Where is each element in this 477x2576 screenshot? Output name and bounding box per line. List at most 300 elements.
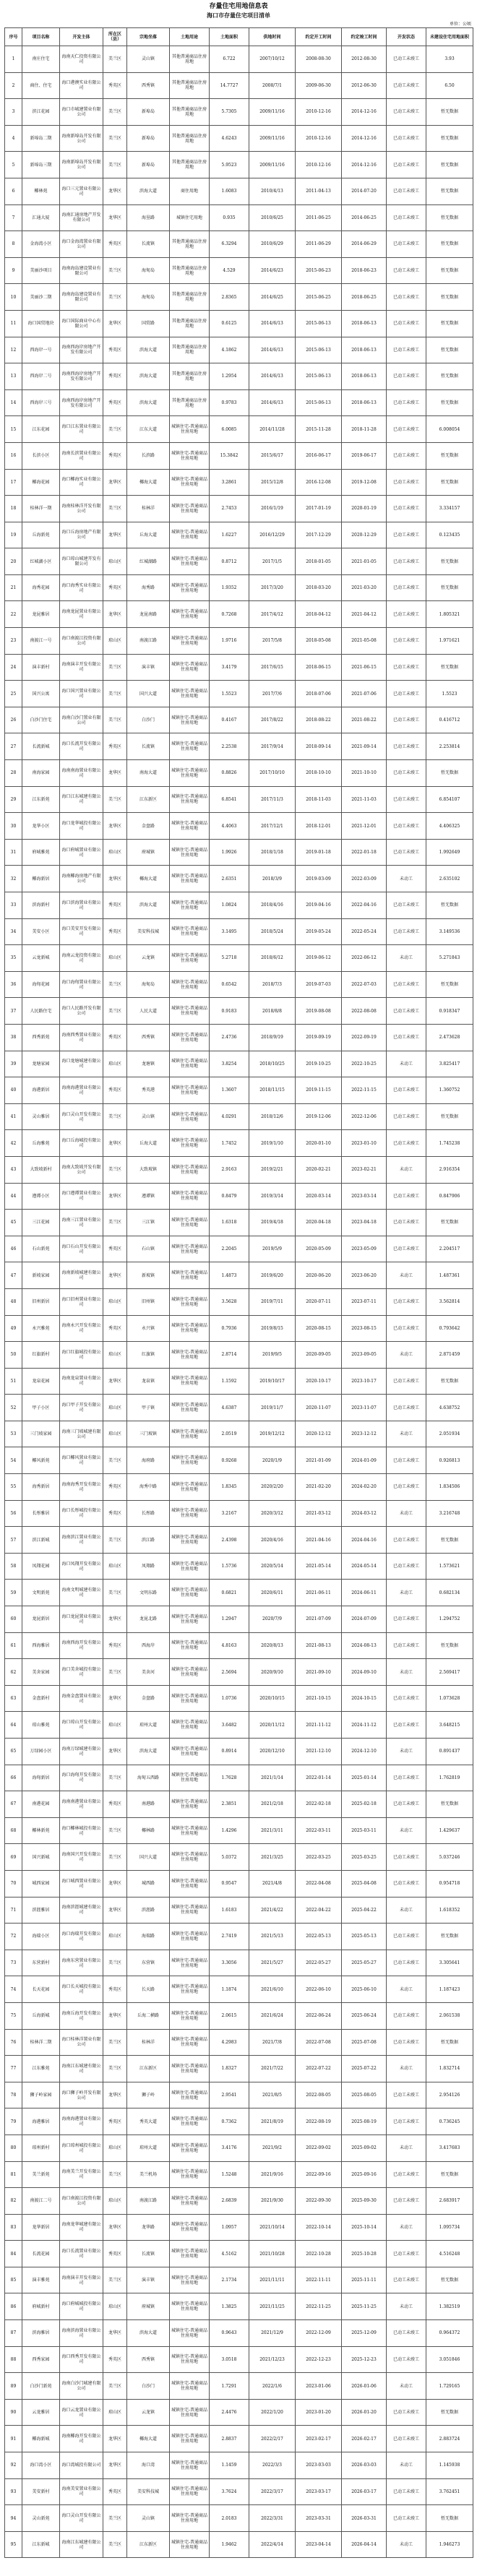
- cell-project-name: 大致坡新村: [22, 1156, 60, 1183]
- cell-status: 已动工未竣工: [387, 337, 426, 363]
- cell-land-area: 2.9163: [210, 1156, 249, 1183]
- cell-status: 已动工未竣工: [387, 707, 426, 733]
- cell-status: 已动工未竣工: [387, 469, 426, 496]
- cell-land-area: 0.9643: [210, 2320, 249, 2347]
- cell-start-date: 2020-09-05: [296, 1342, 342, 1369]
- cell-land-use: 城镇住宅-普通商品住房用地: [170, 1474, 210, 1501]
- cell-start-date: 2022-02-18: [296, 1791, 342, 1818]
- cell-land-use: 其他普通商品住房用地: [170, 99, 210, 126]
- cell-serial: 1: [5, 46, 22, 73]
- cell-completion-date: 2020-12-29: [342, 522, 387, 548]
- cell-land-area: 5.0372: [210, 1844, 249, 1871]
- cell-district: 秀英区: [103, 1077, 127, 1104]
- cell-district: 美兰区: [103, 284, 127, 311]
- table-row: [5, 2346, 473, 2373]
- cell-unbuilt-area: 暂无数据: [426, 310, 473, 337]
- cell-start-date: 2019-08-08: [296, 998, 342, 1025]
- cell-unbuilt-area: 3.051846: [426, 2346, 473, 2373]
- cell-completion-date: 2021-06-15: [342, 654, 387, 681]
- cell-developer: 海南云龙投资有限公司: [60, 945, 103, 972]
- cell-location: 丘海二横路: [127, 2002, 170, 2029]
- cell-completion-date: 2018-06-13: [342, 310, 387, 337]
- cell-land-use: 城镇住宅-普通商品住房用地: [170, 1368, 210, 1395]
- cell-project-name: 狮子岭家园: [22, 2082, 60, 2108]
- cell-status: 未动工: [387, 1580, 426, 1606]
- cell-land-use: 城镇住宅-普通商品住房用地: [170, 2320, 210, 2347]
- cell-unbuilt-area: 1.745238: [426, 1130, 473, 1157]
- cell-district: 秀英区: [103, 2108, 127, 2135]
- cell-project-name: 商住、住宅: [22, 72, 60, 99]
- cell-land-area: 1.0824: [210, 892, 249, 919]
- cell-status: 未动工: [387, 2056, 426, 2082]
- cell-developer: 海口椰风置业有限公司: [60, 1447, 103, 1474]
- cell-location: 椰海大道: [127, 469, 170, 496]
- cell-land-use: 其他普通商品住房用地: [170, 125, 210, 152]
- cell-start-date: 2019-01-18: [296, 839, 342, 866]
- cell-developer: 海口灵山开发有限公司: [60, 1103, 103, 1130]
- cell-supply-date: 2020/2/20: [249, 1474, 296, 1501]
- cell-start-date: 2018-04-12: [296, 601, 342, 628]
- cell-start-date: 2022-05-13: [296, 1924, 342, 1950]
- cell-unbuilt-area: 3.93: [426, 46, 473, 73]
- cell-supply-date: 2021/8/19: [249, 2108, 296, 2135]
- cell-supply-date: 2019/8/15: [249, 1315, 296, 1342]
- cell-developer: 海口滨海置业有限公司: [60, 892, 103, 919]
- cell-project-name: 人民路住宅: [22, 998, 60, 1025]
- cell-land-use: 城镇住宅-普通商品住房用地: [170, 733, 210, 760]
- cell-land-area: 1.5736: [210, 1553, 249, 1580]
- cell-district: 秀英区: [103, 574, 127, 601]
- cell-start-date: 2018-01-05: [296, 548, 342, 575]
- cell-start-date: 2020-02-21: [296, 1156, 342, 1183]
- cell-location: 云龙镇: [127, 945, 170, 972]
- cell-land-area: 0.7362: [210, 2108, 249, 2135]
- table-row: [5, 125, 473, 152]
- cell-land-area: 1.6183: [210, 1897, 249, 1924]
- table-row: [5, 1474, 473, 1501]
- cell-serial: 63: [5, 1685, 22, 1712]
- cell-land-use: 城镇住宅-普通商品住房用地: [170, 1315, 210, 1342]
- cell-status: 已动工未竣工: [387, 284, 426, 311]
- cell-status: 已动工未竣工: [387, 1447, 426, 1474]
- cell-land-use: 城镇住宅-普通商品住房用地: [170, 2108, 210, 2135]
- cell-serial: 84: [5, 2241, 22, 2267]
- cell-district: 秀英区: [103, 1791, 127, 1818]
- cell-land-area: 1.3825: [210, 2293, 249, 2320]
- cell-unbuilt-area: 1.992649: [426, 839, 473, 866]
- cell-location: 秀英港: [127, 1077, 170, 1104]
- cell-land-use: 城镇住宅-普通商品住房用地: [170, 654, 210, 681]
- cell-land-use: 城镇住宅-普通商品住房用地: [170, 2241, 210, 2267]
- cell-land-use: 城镇住宅-普通商品住房用地: [170, 496, 210, 522]
- cell-start-date: 2020-01-10: [296, 1130, 342, 1157]
- cell-land-use: 城镇住宅-普通商品住房用地: [170, 1739, 210, 1765]
- table-row: [5, 945, 473, 972]
- cell-land-use: 城镇住宅-普通商品住房用地: [170, 839, 210, 866]
- cell-land-area: 2.4736: [210, 1024, 249, 1051]
- cell-unbuilt-area: 1.360752: [426, 1077, 473, 1104]
- cell-district: 美兰区: [103, 2029, 127, 2056]
- cell-completion-date: 2024-05-14: [342, 1553, 387, 1580]
- cell-location: 海府路: [127, 1447, 170, 1474]
- cell-completion-date: 2014-07-20: [342, 178, 387, 204]
- cell-developer: 海口美安开发有限公司: [60, 918, 103, 945]
- cell-location: 椰林路: [127, 1817, 170, 1844]
- cell-completion-date: 2023-08-15: [342, 1315, 387, 1342]
- cell-completion-date: 2019-12-08: [342, 469, 387, 496]
- cell-completion-date: 2023-12-12: [342, 1421, 387, 1447]
- column-header-start-date: 约定开工时间: [296, 28, 342, 46]
- cell-supply-date: 2022/2/17: [249, 2426, 296, 2452]
- cell-status: 已动工未竣工: [387, 389, 426, 416]
- cell-land-use: 城镇住宅-普通商品住房用地: [170, 2188, 210, 2215]
- cell-unbuilt-area: 暂无数据: [426, 2267, 473, 2293]
- cell-unbuilt-area: 1.294752: [426, 1606, 473, 1633]
- cell-serial: 28: [5, 760, 22, 787]
- cell-developer: 海口南渡江投资有限公司: [60, 2188, 103, 2215]
- cell-land-use: 城镇住宅-普通商品住房用地: [170, 1130, 210, 1157]
- cell-location: 三江镇: [127, 1210, 170, 1236]
- cell-project-name: 桂林洋二期: [22, 2029, 60, 2056]
- cell-unbuilt-area: 0.793642: [426, 1315, 473, 1342]
- table-row: [5, 1315, 473, 1342]
- cell-status: 已动工未竣工: [387, 1474, 426, 1501]
- cell-developer: 海南滨海置业有限公司: [60, 2320, 103, 2347]
- cell-start-date: 2020-06-20: [296, 1262, 342, 1289]
- cell-supply-date: 2017/11/3: [249, 786, 296, 813]
- cell-project-name: 滨江新城: [22, 1527, 60, 1554]
- cell-project-name: 椰风新苑: [22, 1447, 60, 1474]
- cell-supply-date: 2021/7/22: [249, 2056, 296, 2082]
- cell-land-area: 0.6821: [210, 1580, 249, 1606]
- cell-unbuilt-area: 暂无数据: [426, 284, 473, 311]
- cell-start-date: 2022-01-14: [296, 1765, 342, 1791]
- cell-serial: 77: [5, 2056, 22, 2082]
- cell-land-area: 0.6542: [210, 971, 249, 998]
- cell-developer: 海口江东置业有限公司: [60, 416, 103, 443]
- cell-developer: 海口美舍城投有限公司: [60, 1659, 103, 1686]
- cell-land-area: 6.722: [210, 46, 249, 73]
- cell-location: 美安科技城: [127, 918, 170, 945]
- table-row: [5, 2426, 473, 2452]
- cell-district: 琼山区: [103, 1924, 127, 1950]
- cell-developer: 海口海瑞开发有限公司: [60, 1924, 103, 1950]
- cell-unbuilt-area: 暂无数据: [426, 574, 473, 601]
- cell-supply-date: 2021/10/28: [249, 2241, 296, 2267]
- cell-location: 桂林洋: [127, 2029, 170, 2056]
- cell-start-date: 2021-03-12: [296, 1500, 342, 1527]
- cell-project-name: 西海雅居: [22, 1632, 60, 1659]
- cell-project-name: 江东新苑: [22, 786, 60, 813]
- cell-project-name: 红城湖小区: [22, 548, 60, 575]
- cell-unbuilt-area: 1.429637: [426, 1817, 473, 1844]
- cell-completion-date: 2025-05-27: [342, 1950, 387, 1976]
- cell-land-area: 3.8254: [210, 1051, 249, 1077]
- cell-developer: 海口灵山开发有限公司: [60, 2505, 103, 2532]
- cell-unbuilt-area: 3.334157: [426, 496, 473, 522]
- cell-district: 秀英区: [103, 72, 127, 99]
- cell-district: 龙华区: [103, 601, 127, 628]
- cell-land-use: 城镇住宅-普通商品住房用地: [170, 1791, 210, 1818]
- cell-project-name: 美安新村: [22, 2478, 60, 2505]
- cell-supply-date: 2021/11/11: [249, 2267, 296, 2293]
- cell-project-name: 滨海新村: [22, 892, 60, 919]
- cell-district: 美兰区: [103, 1156, 127, 1183]
- cell-developer: 海南新埠岛开发有限公司: [60, 152, 103, 178]
- cell-location: 滨海大道: [127, 178, 170, 204]
- cell-land-area: 1.9716: [210, 628, 249, 655]
- cell-unbuilt-area: 2.051934: [426, 1421, 473, 1447]
- cell-location: 龙泉镇: [127, 1368, 170, 1395]
- cell-district: 美兰区: [103, 46, 127, 73]
- cell-project-name: 府城雅苑: [22, 839, 60, 866]
- cell-location: 新埠岛: [127, 99, 170, 126]
- cell-serial: 72: [5, 1924, 22, 1950]
- cell-land-area: 5.9523: [210, 152, 249, 178]
- cell-serial: 22: [5, 601, 22, 628]
- cell-serial: 3: [5, 99, 22, 126]
- unit-label: 单位：公顷: [449, 22, 471, 27]
- cell-project-name: 滨海雅居: [22, 2320, 60, 2347]
- table-row: [5, 522, 473, 548]
- cell-completion-date: 2014-12-16: [342, 152, 387, 178]
- cell-location: 滨海大道: [127, 337, 170, 363]
- cell-project-name: 美丽沙二期: [22, 284, 60, 311]
- cell-supply-date: 2022/1/20: [249, 2399, 296, 2426]
- cell-project-name: 旧州新居: [22, 1288, 60, 1315]
- cell-land-use: 其他普通商品住房用地: [170, 46, 210, 73]
- cell-land-area: 2.3851: [210, 1791, 249, 1818]
- cell-land-use: 城镇住宅-普通商品住房用地: [170, 1553, 210, 1580]
- cell-location: 国兴大道: [127, 681, 170, 707]
- cell-developer: 海口龙昆置业有限公司: [60, 1606, 103, 1633]
- cell-district: 琼山区: [103, 548, 127, 575]
- cell-start-date: 2022-08-05: [296, 2082, 342, 2108]
- table-row: [5, 813, 473, 840]
- cell-serial: 76: [5, 2029, 22, 2056]
- cell-land-use: 城镇住宅-普通商品住房用地: [170, 416, 210, 443]
- cell-unbuilt-area: 2.954126: [426, 2082, 473, 2108]
- cell-location: 龙华路: [127, 2214, 170, 2241]
- cell-completion-date: 2026-04-14: [342, 2531, 387, 2558]
- table-row: [5, 2108, 473, 2135]
- cell-unbuilt-area: 暂无数据: [426, 442, 473, 469]
- cell-completion-date: 2022-04-16: [342, 892, 387, 919]
- cell-start-date: 2016-06-17: [296, 442, 342, 469]
- cell-land-area: 2.7419: [210, 1924, 249, 1950]
- cell-district: 琼山区: [103, 2293, 127, 2320]
- cell-serial: 93: [5, 2478, 22, 2505]
- cell-status: 已动工未竣工: [387, 1130, 426, 1157]
- cell-status: 已动工未竣工: [387, 2188, 426, 2215]
- cell-land-area: 1.2947: [210, 1606, 249, 1633]
- table-row: [5, 99, 473, 126]
- cell-unbuilt-area: 1.487361: [426, 1262, 473, 1289]
- cell-supply-date: 2014/6/13: [249, 310, 296, 337]
- cell-district: 琼山区: [103, 2399, 127, 2426]
- cell-land-area: 0.935: [210, 204, 249, 231]
- cell-developer: 海口凤翔开发有限公司: [60, 1553, 103, 1580]
- cell-unbuilt-area: 暂无数据: [426, 892, 473, 919]
- cell-start-date: 2019-06-12: [296, 945, 342, 972]
- cell-serial: 9: [5, 257, 22, 284]
- cell-unbuilt-area: 暂无数据: [426, 2161, 473, 2188]
- cell-status: 已动工未竣工: [387, 1368, 426, 1395]
- cell-start-date: 2019-12-06: [296, 1103, 342, 1130]
- cell-serial: 79: [5, 2108, 22, 2135]
- cell-unbuilt-area: 1.145938: [426, 2452, 473, 2479]
- cell-district: 琼山区: [103, 2188, 127, 2215]
- cell-district: 秀英区: [103, 733, 127, 760]
- cell-supply-date: 2021/4/22: [249, 1897, 296, 1924]
- cell-unbuilt-area: 1.573621: [426, 1553, 473, 1580]
- cell-start-date: 2021-06-11: [296, 1580, 342, 1606]
- cell-status: 已动工未竣工: [387, 416, 426, 443]
- cell-serial: 36: [5, 971, 22, 998]
- cell-land-area: 1.6083: [210, 178, 249, 204]
- cell-developer: 海口城西置业有限公司: [60, 1870, 103, 1897]
- cell-location: 椰海大道: [127, 2426, 170, 2452]
- cell-start-date: 2023-03-17: [296, 2478, 342, 2505]
- column-header-unbuilt-area: 未建设住宅用地面积: [426, 28, 473, 46]
- cell-land-use: 其他普通商品住房用地: [170, 231, 210, 258]
- cell-start-date: 2022-09-30: [296, 2188, 342, 2215]
- table-row: [5, 2214, 473, 2241]
- cell-supply-date: 2020/12/10: [249, 1739, 296, 1765]
- cell-start-date: 2019-07-03: [296, 971, 342, 998]
- cell-land-area: 1.8345: [210, 1474, 249, 1501]
- cell-status: 未动工: [387, 1421, 426, 1447]
- cell-land-use: 城镇住宅-普通商品住房用地: [170, 1236, 210, 1262]
- cell-location: 海垦路: [127, 204, 170, 231]
- cell-serial: 90: [5, 2399, 22, 2426]
- cell-developer: 海口长天城投有限公司: [60, 1976, 103, 2003]
- table-row: [5, 1580, 473, 1606]
- cell-developer: 海南桂林洋开发有限公司: [60, 496, 103, 522]
- cell-serial: 27: [5, 733, 22, 760]
- cell-location: 美舍河: [127, 1659, 170, 1686]
- cell-status: 已动工未竣工: [387, 257, 426, 284]
- cell-developer: 海南椰海开发有限公司: [60, 2426, 103, 2452]
- cell-completion-date: 2022-12-06: [342, 1103, 387, 1130]
- table-row: [5, 2002, 473, 2029]
- cell-start-date: 2015-06-13: [296, 363, 342, 390]
- cell-status: 已动工未竣工: [387, 1236, 426, 1262]
- cell-location: 云龙镇: [127, 2399, 170, 2426]
- cell-district: 琼山区: [103, 1342, 127, 1369]
- cell-land-use: 城镇住宅-普通商品住房用地: [170, 2293, 210, 2320]
- cell-supply-date: 2009/11/16: [249, 152, 296, 178]
- table-row: [5, 2293, 473, 2320]
- cell-district: 美兰区: [103, 2531, 127, 2558]
- cell-completion-date: 2024-12-10: [342, 1739, 387, 1765]
- cell-supply-date: 2019/6/20: [249, 1262, 296, 1289]
- cell-status: 已动工未竣工: [387, 2320, 426, 2347]
- cell-unbuilt-area: 1.834506: [426, 1474, 473, 1501]
- cell-location: 红旗镇: [127, 1342, 170, 1369]
- cell-project-name: 城西家园: [22, 1870, 60, 1897]
- cell-district: 秀英区: [103, 389, 127, 416]
- cell-project-name: 江东雅苑: [22, 2056, 60, 2082]
- cell-developer: 海南西海岸房地产开发有限公司: [60, 363, 103, 390]
- cell-location: 演丰镇: [127, 654, 170, 681]
- cell-land-area: 3.4176: [210, 2135, 249, 2161]
- table-row: [5, 1976, 473, 2003]
- cell-land-area: 3.6482: [210, 1712, 249, 1739]
- cell-location: 滨海大道: [127, 389, 170, 416]
- cell-completion-date: 2023-07-11: [342, 1288, 387, 1315]
- cell-developer: 海南西秀置业有限公司: [60, 1024, 103, 1051]
- cell-location: 椰海大道: [127, 866, 170, 892]
- cell-supply-date: 2022/4/14: [249, 2531, 296, 2558]
- cell-land-use: 其他普通商品住房用地: [170, 363, 210, 390]
- cell-land-area: 14.7727: [210, 72, 249, 99]
- cell-developer: 海南汇通房地产开发有限公司: [60, 204, 103, 231]
- cell-status: 未动工: [387, 1739, 426, 1765]
- cell-status: 已动工未竣工: [387, 574, 426, 601]
- cell-completion-date: 2025-10-14: [342, 2214, 387, 2241]
- cell-developer: 海口江东城建有限公司: [60, 786, 103, 813]
- cell-supply-date: 2017/5/8: [249, 628, 296, 655]
- cell-serial: 40: [5, 1077, 22, 1104]
- cell-project-name: 长滨小区: [22, 442, 60, 469]
- cell-location: 新坡镇: [127, 1262, 170, 1289]
- cell-status: 已动工未竣工: [387, 1844, 426, 1871]
- cell-land-use: 城镇住宅-普通商品住房用地: [170, 1580, 210, 1606]
- table-row: [5, 2399, 473, 2426]
- cell-project-name: 美兰新苑: [22, 2161, 60, 2188]
- cell-district: 龙华区: [103, 2320, 127, 2347]
- table-row: [5, 1500, 473, 1527]
- cell-land-area: 2.2538: [210, 733, 249, 760]
- page-subtitle: 海口市存量住宅项目清单: [207, 12, 270, 19]
- cell-unbuilt-area: 3.417683: [426, 2135, 473, 2161]
- cell-unbuilt-area: 3.648215: [426, 1712, 473, 1739]
- table-row: [5, 866, 473, 892]
- cell-land-area: 6.3294: [210, 231, 249, 258]
- cell-land-use: 城镇住宅-普通商品住房用地: [170, 1421, 210, 1447]
- cell-supply-date: 2020/1/9: [249, 1447, 296, 1474]
- cell-developer: 海口长流开发有限公司: [60, 733, 103, 760]
- cell-status: 已动工未竣工: [387, 681, 426, 707]
- cell-status: 已动工未竣工: [387, 204, 426, 231]
- cell-start-date: 2021-02-20: [296, 1474, 342, 1501]
- cell-serial: 80: [5, 2135, 22, 2161]
- cell-start-date: 2020-05-09: [296, 1236, 342, 1262]
- cell-district: 美兰区: [103, 1103, 127, 1130]
- cell-supply-date: 2014/6/25: [249, 284, 296, 311]
- table-row: [5, 310, 473, 337]
- cell-completion-date: 2021-11-03: [342, 786, 387, 813]
- cell-developer: 海口金海湾置业有限公司: [60, 231, 103, 258]
- cell-serial: 12: [5, 337, 22, 363]
- cell-start-date: 2010-12-16: [296, 99, 342, 126]
- cell-status: 已动工未竣工: [387, 363, 426, 390]
- cell-unbuilt-area: 2.871459: [426, 1342, 473, 1369]
- table-row: [5, 46, 473, 73]
- cell-developer: 海南文明城建有限公司: [60, 1580, 103, 1606]
- cell-developer: 海南海岛建设置业有限公司: [60, 257, 103, 284]
- cell-project-name: 海甸花园: [22, 971, 60, 998]
- cell-status: 未动工: [387, 2293, 426, 2320]
- cell-district: 美兰区: [103, 2056, 127, 2082]
- cell-developer: 海南江东城建有限公司: [60, 2531, 103, 2558]
- cell-land-area: 1.0736: [210, 1685, 249, 1712]
- cell-unbuilt-area: 2.883724: [426, 2426, 473, 2452]
- cell-status: 已动工未竣工: [387, 1395, 426, 1421]
- cell-unbuilt-area: 暂无数据: [426, 363, 473, 390]
- cell-land-area: 15.3842: [210, 442, 249, 469]
